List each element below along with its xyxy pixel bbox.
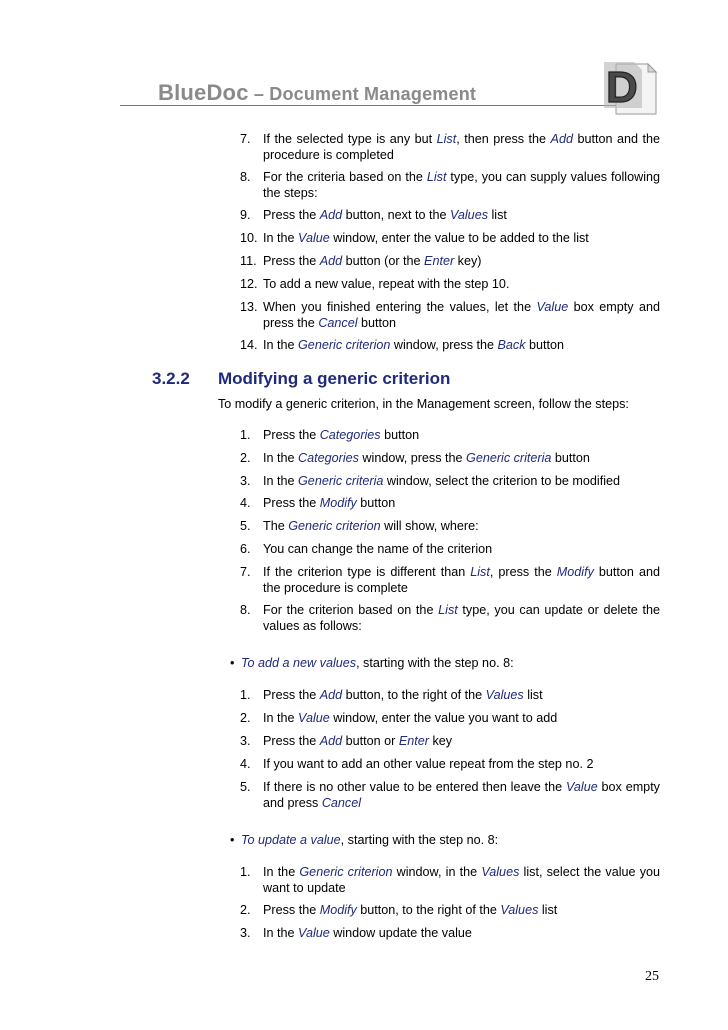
list-item-text: window, enter the value to be added to the list [329,231,589,245]
list-item-text: button [380,428,420,442]
list-item-text: Press the [263,903,320,917]
ui-term: Values [481,865,520,879]
ui-term: List [426,170,447,184]
list-item-number: 2. [240,903,251,917]
list-item-number: 8. [240,170,251,184]
list-item-text: key) [454,254,482,268]
header-rule [120,105,635,106]
list-item-text: button [356,496,396,510]
list-item-text: window update the value [329,926,472,940]
ui-term: Generic criterion [288,519,381,533]
bullet-icon: • [230,833,235,847]
list-item-text: In the [263,711,299,725]
ui-term: Categories [319,428,381,442]
brand-name: BlueDoc [158,80,249,105]
ui-term: Add [319,688,343,702]
list-item-text: If the selected type is any but [263,132,437,146]
list-item-text: Press the [263,208,320,222]
ui-term: Value [298,711,330,725]
ui-term: Enter [424,254,455,268]
list-item-number: 5. [240,780,251,794]
ui-term: Add [319,734,343,748]
list-item [240,756,660,772]
list-item-text: list [538,903,558,917]
bullet-add-values [230,656,514,670]
list-item-text: , then press the [456,132,551,146]
list-item-number: 10. [240,231,258,245]
list-item-number: 11. [240,254,257,268]
list-item-text: In the [263,231,299,245]
list-item-text: list, select the value you want to update [263,865,661,895]
list-item-text: Press the [263,428,320,442]
ui-term: Generic criterion [299,865,393,879]
list-item-text: For the criteria based on the [263,170,427,184]
bullet-update-value [230,833,498,847]
list-item [240,230,660,246]
list-item-text: Press the [263,688,320,702]
bullet-text: , starting with the step no. 8: [340,833,499,847]
list-item-number: 3. [240,926,251,940]
list-item-text: In the [263,474,299,488]
list-item [240,131,660,163]
list-item-number: 6. [240,542,251,556]
list-item [240,518,660,534]
page-number: 25 [645,969,659,984]
list-item-number: 1. [240,428,251,442]
ui-term: Modify [556,565,594,579]
ui-term: Add [319,208,343,222]
ui-term: Value [298,231,330,245]
list-item-text: button and the procedure is complete [263,565,660,595]
ui-term: Values [500,903,539,917]
list-item [240,925,660,941]
list-item-text: window, press the [358,451,467,465]
ui-term: Modify [319,903,357,917]
ui-term: Add [550,132,573,146]
list-item [240,427,660,443]
list-item-number: 1. [240,865,251,879]
section-number: 3.2.2 [152,369,190,388]
ui-term: Values [485,688,524,702]
list-item-text: list [523,688,543,702]
list-item-text: For the criterion based on the [263,603,439,617]
bullet-emphasis: To add a new values [241,656,357,670]
list-item [240,207,660,223]
ui-term: List [436,132,457,146]
list-item [240,473,660,489]
steps-list-update [240,864,660,948]
steps-list-criteria [240,131,660,360]
bullet-emphasis: To update a value [241,833,341,847]
ui-term: Value [565,780,598,794]
list-item-text: will show, where: [380,519,479,533]
list-item-text: window, in the [392,865,482,879]
list-item-number: 9. [240,208,251,222]
list-item-text: button, to the right of the [356,903,501,917]
ui-term: Value [536,300,569,314]
list-item-text: If you want to add an other value repeat from the step no. 2 [263,757,594,771]
list-item-number: 7. [240,132,251,146]
ui-term: Back [497,338,526,352]
ui-term: Value [298,926,330,940]
bullet-text: , starting with the step no. 8: [356,656,514,670]
list-item-text: button, next to the [342,208,450,222]
list-item-text: In the [263,926,299,940]
list-item-text: If there is no other value to be entered then leave the [263,780,566,794]
ui-term: Generic criteria [466,451,552,465]
ui-term: Generic criteria [298,474,384,488]
list-item [240,687,660,703]
list-item-text: button [525,338,565,352]
steps-list-modify [240,427,660,640]
list-item-number: 2. [240,451,251,465]
list-item-number: 12. [240,277,258,291]
list-item-text: list [488,208,507,222]
list-item-text: window, enter the value you want to add [329,711,558,725]
list-item-text: button [357,316,397,330]
list-item-text: When you finished entering the values, let the [263,300,537,314]
list-item-text: key [428,734,453,748]
bluedoc-logo-icon [604,58,660,118]
list-item-number: 4. [240,757,251,771]
list-item-text: box empty and press the [263,300,660,330]
ui-term: Generic criterion [298,338,391,352]
ui-term: Cancel [318,316,358,330]
list-item-text: In the [263,865,300,879]
ui-term: Enter [398,734,429,748]
list-item-text: In the [263,338,299,352]
list-item [240,864,660,896]
list-item-text: button or [342,734,399,748]
list-item-text: Press the [263,254,320,268]
list-item [240,541,660,557]
list-item-text: In the [263,451,299,465]
list-item [240,276,660,292]
list-item-number: 3. [240,474,251,488]
list-item-number: 5. [240,519,251,533]
brand-title [158,80,476,106]
list-item-text: type, you can supply values following the steps: [263,170,660,200]
ui-term: List [470,565,490,579]
list-item-text: If the criterion type is different than [263,565,471,579]
list-item-text: , press the [489,565,557,579]
list-item [240,902,660,918]
list-item [240,253,660,269]
list-item [240,602,660,634]
list-item-number: 14. [240,338,258,352]
list-item-text: Press the [263,496,320,510]
brand-subtitle: – Document Management [248,84,477,104]
list-item-text: window, press the [390,338,498,352]
list-item-text: button and the procedure is completed [263,132,660,162]
list-item [240,299,660,331]
list-item-text: button [551,451,590,465]
list-item-number: 1. [240,688,251,702]
list-item-text: To add a new value, repeat with the step 10. [263,277,510,291]
list-item [240,779,660,811]
list-item-number: 7. [240,565,251,579]
list-item-text: box empty and press [263,780,660,810]
section-intro: To modify a generic criterion, in the Management screen, follow the steps: [218,397,629,411]
list-item [240,450,660,466]
list-item-text: Press the [263,734,320,748]
section-title: Modifying a generic criterion [218,369,451,388]
list-item-text: type, you can update or delete the values as follows: [263,603,660,633]
list-item-number: 3. [240,734,251,748]
list-item-text: window, select the criterion to be modified [383,474,621,488]
list-item [240,564,660,596]
list-item [240,710,660,726]
list-item [240,733,660,749]
list-item [240,337,660,353]
list-item-number: 4. [240,496,251,510]
list-item-text: button (or the [342,254,425,268]
list-item [240,495,660,511]
list-item-number: 2. [240,711,251,725]
page-header [120,58,665,118]
list-item-text: You can change the name of the criterion [263,542,493,556]
ui-term: List [438,603,458,617]
list-item-text: The [263,519,289,533]
ui-term: Modify [319,496,357,510]
ui-term: Values [449,208,488,222]
list-item [240,169,660,201]
list-item-number: 8. [240,603,251,617]
list-item-text: button, to the right of the [342,688,486,702]
ui-term: Categories [298,451,359,465]
ui-term: Add [319,254,343,268]
ui-term: Cancel [321,796,362,810]
steps-list-add [240,687,660,817]
list-item-number: 13. [240,300,258,314]
bullet-icon: • [230,656,235,670]
logo-letter: D [606,63,638,112]
